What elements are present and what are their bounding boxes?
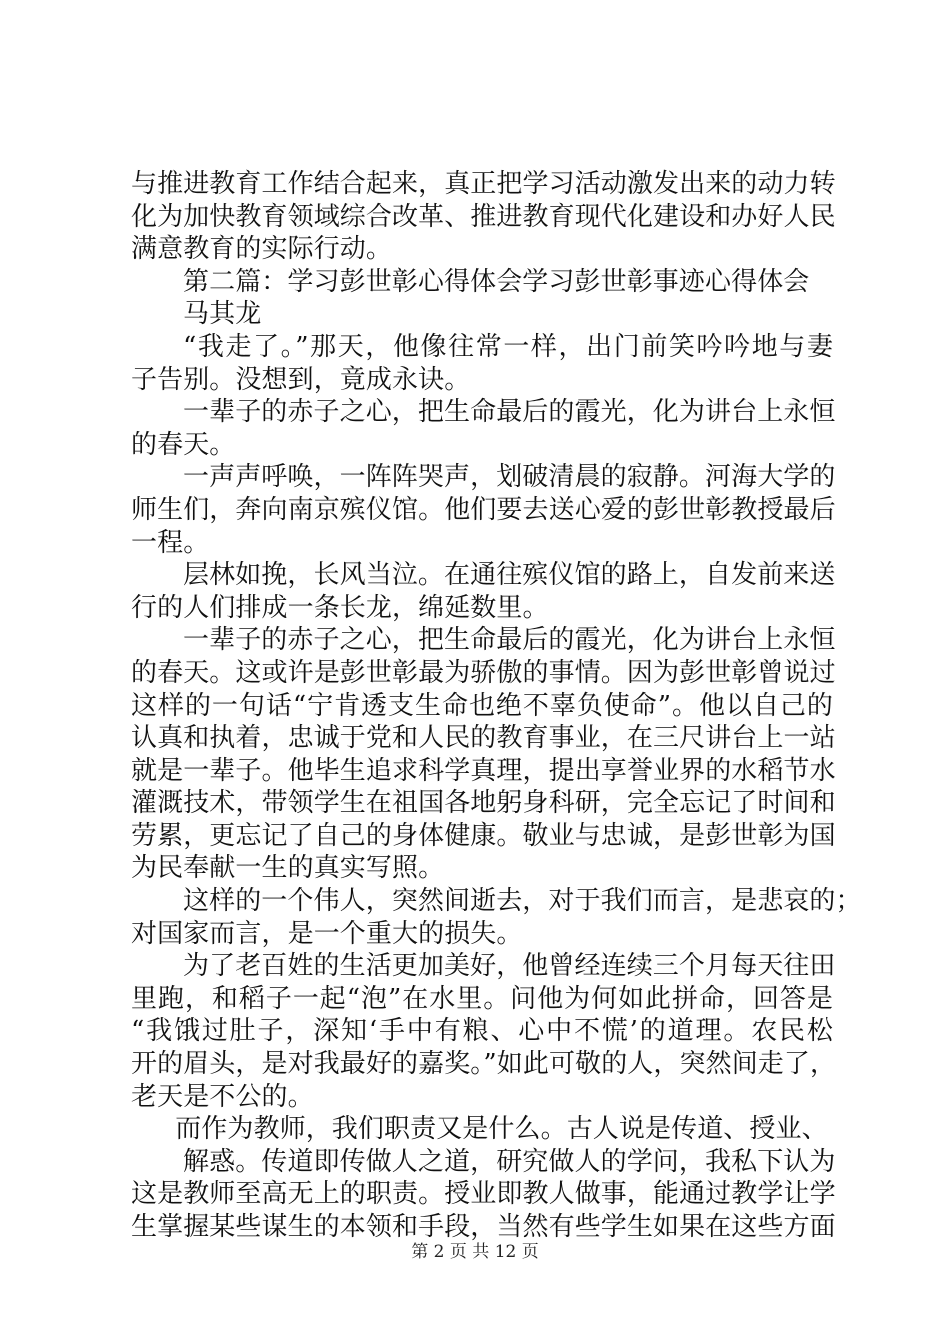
text-line: 一辈子的赤子之心，把生命最后的霞光，化为讲台上永恒	[183, 625, 836, 656]
page-number-label: 第 2 页 共 12 页	[411, 1242, 539, 1262]
text-line: 对国家而言，是一个重大的损失。	[131, 918, 523, 949]
text-line: 就是一辈子。他毕生追求科学真理，提出享誉业界的水稻节水	[131, 755, 836, 786]
text-line: 里跑，和稻子一起“泡”在水里。问他为何如此拼命，回答是	[131, 983, 833, 1014]
text-line: 生掌握某些谋生的本领和手段，当然有些学生如果在这些方面	[131, 1212, 836, 1242]
text-line: 解惑。传道即传做人之道，研究做人的学问，我私下认为	[183, 1146, 836, 1177]
text-line: 的春天。	[131, 429, 236, 460]
document-body	[131, 168, 862, 1244]
text-line: 第二篇：学习彭世彰心得体会学习彭世彰事迹心得体会	[183, 266, 810, 297]
text-line: 为民奉献一生的真实写照。	[131, 853, 445, 884]
text-line: “我饿过肚子，深知‘手中有粮、心中不慌’的道理。农民松	[131, 1016, 833, 1047]
text-line: 的春天。这或许是彭世彰最为骄傲的事情。因为彭世彰曾说过	[131, 657, 836, 688]
text-line: 满意教育的实际行动。	[131, 234, 393, 265]
text-line: 一声声呼唤，一阵阵哭声，划破清晨的寂静。河海大学的	[183, 462, 836, 493]
text-line: 而作为教师，我们职责又是什么。古人说是传道、授业、	[175, 1114, 828, 1145]
text-line: 师生们，奔向南京殡仪馆。他们要去送心爱的彭世彰教授最后	[131, 494, 836, 525]
text-line: 这样的一个伟人，突然间逝去，对于我们而言，是悲哀的；	[183, 886, 862, 917]
text-line: 开的眉头，是对我最好的嘉奖。”如此可敬的人，突然间走了，	[131, 1049, 837, 1080]
text-line: 行的人们排成一条长龙，绵延数里。	[131, 592, 549, 623]
text-line: 为了老百姓的生活更加美好，他曾经连续三个月每天往田	[183, 951, 836, 982]
text-line: 这样的一句话“宁肯透支生命也绝不辜负使命”。他以自己的	[131, 690, 833, 721]
text-line: 劳累，更忘记了自己的身体健康。敬业与忠诚，是彭世彰为国	[131, 820, 836, 851]
text-line: “我走了。”那天，他像往常一样，出门前笑吟吟地与妻	[183, 331, 833, 362]
text-line: 一程。	[131, 527, 210, 558]
text-line: 子告别。没想到，竟成永诀。	[131, 364, 471, 395]
text-line: 老天是不公的。	[131, 1081, 314, 1112]
text-line: 认真和执着，忠诚于党和人民的教育事业，在三尺讲台上一站	[131, 723, 836, 754]
text-line: 与推进教育工作结合起来，真正把学习活动激发出来的动力转	[131, 169, 836, 199]
text-line: 灌溉技术，带领学生在祖国各地躬身科研，完全忘记了时间和	[131, 788, 836, 819]
text-line: 层林如挽，长风当泣。在通往殡仪馆的路上，自发前来送	[183, 560, 836, 591]
text-line: 一辈子的赤子之心，把生命最后的霞光，化为讲台上永恒	[183, 397, 836, 428]
page-footer	[0, 1242, 950, 1262]
text-line: 马其龙	[183, 299, 262, 330]
text-line: 这是教师至高无上的职责。授业即教人做事，能通过教学让学	[131, 1179, 836, 1210]
text-line: 化为加快教育领域综合改革、推进教育现代化建设和办好人民	[131, 201, 836, 232]
